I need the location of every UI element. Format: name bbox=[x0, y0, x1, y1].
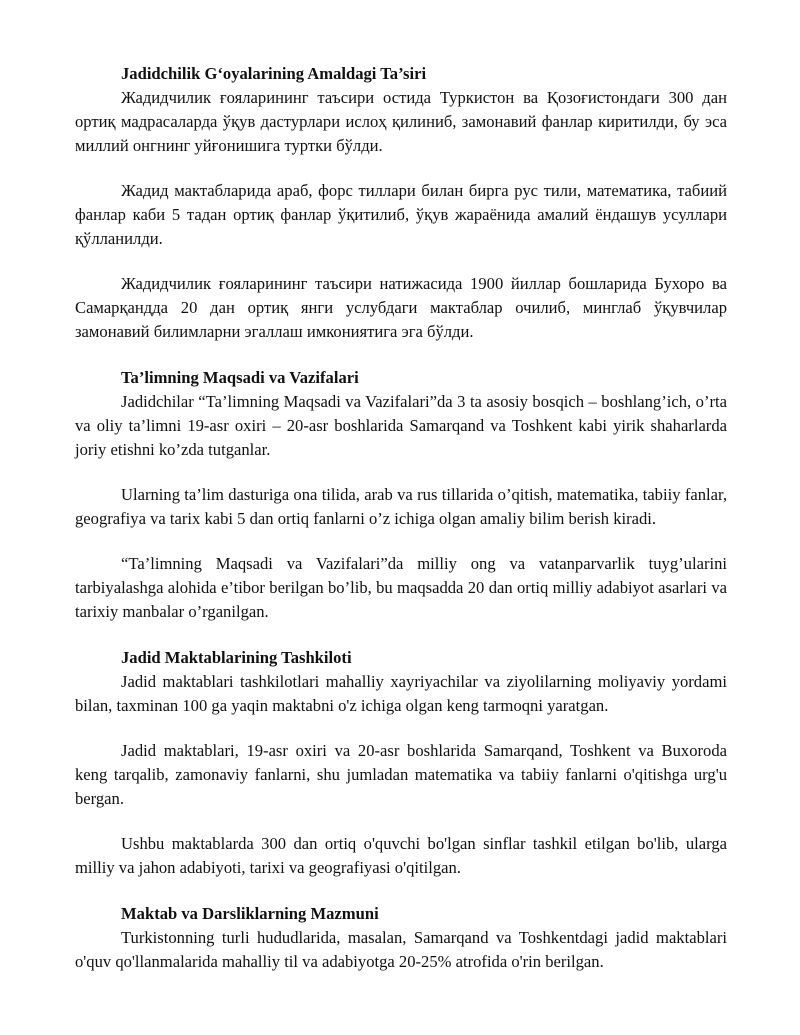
section-heading: Ta’limning Maqsadi va Vazifalari bbox=[121, 368, 359, 387]
paragraph: Jadid maktablari tashkilotlari mahalliy xayriyachilar va ziyolilarning moliyaviy yordami bilan, taxminan 100 ga yaqin maktabni o'z ichiga olgan keng tarmoqni yaratgan. bbox=[75, 672, 727, 715]
section-jadidism-influence bbox=[75, 62, 727, 344]
paragraph: Ushbu maktablarda 300 dan ortiq o'quvchi bo'lgan sinflar tashkil etilgan bo'lib, ularga milliy va jahon adabiyoti, tarixi va geografiyasi o'qitilgan. bbox=[75, 834, 727, 877]
paragraph: Жадид мактабларида араб, форс тиллари билан бирга рус тили, математика, табиий фанлар каби 5 тадан ортиқ фанлар ўқитилиб, ўқув жараёнида амалий ёндашув усуллари қўлланилди. bbox=[75, 181, 727, 248]
section-heading: Jadidchilik G‘oyalarining Amaldagi Ta’siri bbox=[121, 64, 427, 83]
paragraph: Jadid maktablari, 19-asr oxiri va 20-asr boshlarida Samarqand, Toshkent va Buxoroda keng tarqalib, zamonaviy fanlarni, shu jumladan matematika va tabiiy fanlarni o'qitishga urg'u bergan. bbox=[75, 741, 727, 808]
paragraph: Jadidchilar “Ta’limning Maqsadi va Vazifalari”da 3 ta asosiy bosqich – boshlang’ich, o’rta va oliy ta’limni 19-asr oxiri – 20-asr boshlarida Samarqand va Toshkent kabi yirik shaharlarda joriy etishni ko’zda tutganlar. bbox=[75, 392, 727, 459]
paragraph: Ularning ta’lim dasturiga ona tilida, arab va rus tillarida o’qitish, matematika, tabiiy fanlar, geografiya va tarix kabi 5 dan ortiq fanlarni o’z ichiga olgan amaliy bilim berish kiradi. bbox=[75, 485, 727, 528]
section-school-organization bbox=[75, 646, 727, 880]
section-textbook-content bbox=[75, 902, 727, 974]
paragraph: Жадидчилик ғояларининг таъсири остида Туркистон ва Қозоғистондаги 300 дан ортиқ мадрасаларда ўқув дастурлари ислоҳ қилиниб, замонавий фанлар киритилди, бу эса миллий онгнинг уйғонишига туртки бўлди. bbox=[75, 88, 727, 155]
section-education-goals bbox=[75, 366, 727, 624]
paragraph: Жадидчилик ғояларининг таъсири натижасида 1900 йиллар бошларида Бухоро ва Самарқандда 20 дан ортиқ янги услубдаги мактаблар очилиб, минглаб ўқувчилар замонавий билимларни эгаллаш имкониятига эга бўлди. bbox=[75, 274, 727, 341]
paragraph: “Ta’limning Maqsadi va Vazifalari”da milliy ong va vatanparvarlik tuyg’ularini tarbiyalashga alohida e’tibor berilgan bo’lib, bu maqsadda 20 dan ortiq milliy adabiyot asarlari va tarixiy manbalar o’rganilgan. bbox=[75, 554, 727, 621]
section-heading: Maktab va Darsliklarning Mazmuni bbox=[121, 904, 379, 923]
section-heading: Jadid Maktablarining Tashkiloti bbox=[121, 648, 352, 667]
document-page bbox=[75, 62, 727, 996]
paragraph: Turkistonning turli hududlarida, masalan, Samarqand va Toshkentdagi jadid maktablari o'quv qo'llanmalarida mahalliy til va adabiyotga 20-25% atrofida o'rin berilgan. bbox=[75, 928, 727, 971]
